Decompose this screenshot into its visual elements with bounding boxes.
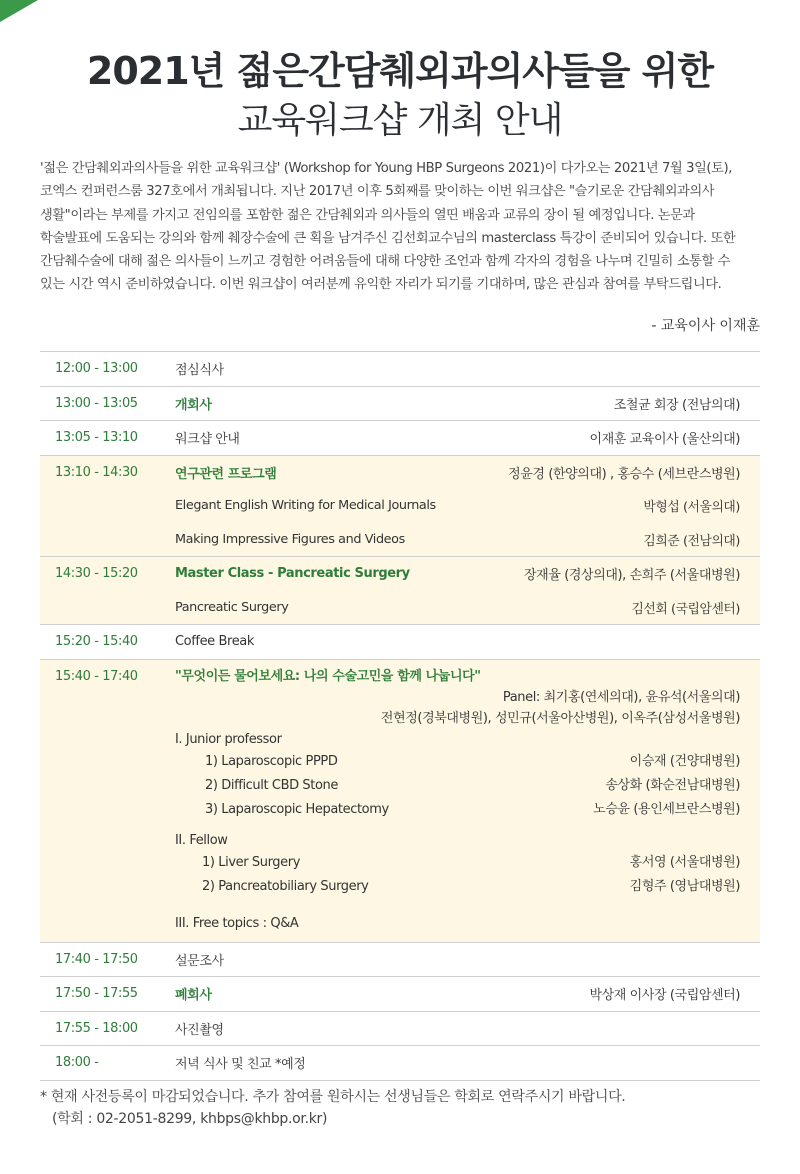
speaker: 장재율 (경상의대), 손희주 (서울대병원) [524, 568, 740, 584]
schedule-row [40, 1046, 760, 1081]
panel-line: Panel: 최기홍(연세의대), 윤유석(서울의대) [502, 689, 740, 705]
talk-title: Making Impressive Figures and Videos [175, 531, 405, 547]
talk-title: 1) Liver Surgery [202, 854, 300, 870]
page-subtitle: 교육워크샵 개최 안내 [237, 100, 563, 141]
schedule-row [40, 455, 760, 557]
intro-paragraph [40, 157, 762, 297]
talk-title: 2) Pancreatobiliary Surgery [202, 878, 369, 894]
schedule-row [40, 977, 760, 1012]
session-title: 설문조사 [175, 953, 224, 969]
talk-title: 3) Laparoscopic Hepatectomy [205, 801, 389, 817]
speaker: 이승재 (건양대병원) [629, 753, 740, 769]
session-title: "무엇이든 물어보세요: 나의 수술고민을 함께 나눕니다" [175, 668, 481, 684]
section-heading: III. Free topics : Q&A [175, 915, 299, 931]
time-cell: 17:40 - 17:50 [40, 942, 175, 977]
schedule-row [40, 421, 760, 456]
corner-decoration [0, 0, 38, 22]
time-cell: 18:00 - [40, 1046, 175, 1081]
section-heading: II. Fellow [175, 832, 228, 848]
session-title: 저녁 식사 및 친교 *예정 [175, 1057, 306, 1073]
session-title: 연구관련 프로그램 [175, 466, 277, 482]
speaker: 조철균 회장 (전남의대) [613, 397, 740, 413]
speaker: 김선회 (국립암센터) [631, 601, 740, 617]
session-title: 사진촬영 [175, 1022, 224, 1038]
contact-info: (학회 : 02-2051-8299, khbps@khbp.or.kr) [52, 1111, 328, 1127]
talk-title: 1) Laparoscopic PPPD [205, 753, 338, 769]
panel-line: 전현정(경북대병원), 성민규(서울아산병원), 이옥주(삼성서울병원) [380, 710, 740, 726]
talk-title: Elegant English Writing for Medical Journals [175, 498, 436, 514]
intro-line: '젊은 간담췌외과의사들을 위한 교육워크샵' (Workshop for Young HBP Surgeons 2021)이 다가오는 2021년 7월 3일(토), [40, 161, 733, 176]
schedule-row [40, 386, 760, 421]
signature: - 교육이사 이재훈 [651, 318, 760, 334]
session-title: 개회사 [175, 397, 212, 413]
intro-line: 간담췌수술에 대해 젊은 의사들이 느끼고 경험한 어려움들에 대해 다양한 조언과 함께 각자의 경험을 나누며 긴밀히 소통할 수 [40, 254, 730, 270]
speaker: 이재훈 교육이사 (울산의대) [589, 432, 740, 448]
time-cell: 15:20 - 15:40 [40, 625, 175, 660]
page-title: 2021년 젊은간담췌외과의사들을 위한 [86, 49, 714, 93]
schedule-row [40, 625, 760, 660]
speaker: 박형섭 (서울의대) [643, 500, 740, 516]
schedule-row [40, 942, 760, 977]
speaker: 정윤경 (한양의대) , 홍승수 (세브란스병원) [508, 466, 740, 482]
speaker: 김희준 (전남의대) [643, 533, 740, 549]
speaker: 홍서영 (서울대병원) [629, 854, 740, 870]
time-cell: 13:10 - 14:30 [40, 455, 175, 557]
footnote-line: * 현재 사전등록이 마감되었습니다. 추가 참여를 원하시는 선생님들은 학회로 연락주시기 바랍니다. [40, 1089, 626, 1105]
session-title: 폐회사 [175, 988, 212, 1004]
session-title: 워크샵 안내 [175, 432, 240, 448]
schedule-row [40, 659, 760, 942]
session-title: Master Class - Pancreatic Surgery [175, 566, 410, 582]
intro-line: 학술발표에 도움되는 강의와 함께 췌장수술에 큰 획을 남겨주신 김선회교수님의 masterclass 특강이 준비되어 있습니다. 또한 [40, 230, 736, 246]
speaker: 박상재 이사장 (국립암센터) [589, 988, 740, 1004]
time-cell: 13:00 - 13:05 [40, 386, 175, 421]
footnote [40, 1086, 625, 1130]
speaker: 노승윤 (용인세브란스병원) [593, 801, 740, 817]
time-cell: 13:05 - 13:10 [40, 421, 175, 456]
speaker: 송상화 (화순전남대병원) [605, 777, 740, 793]
schedule-table [40, 351, 760, 1081]
schedule-row [40, 1011, 760, 1046]
talk-title: 2) Difficult CBD Stone [205, 777, 338, 793]
session-title: Coffee Break [175, 634, 254, 650]
intro-line: 생활"이라는 부제를 가지고 전임의를 포함한 젊은 간담췌외과 의사들의 열띤 배움과 교류의 장이 될 예정입니다. 논문과 [40, 207, 695, 223]
session-title: 점심식사 [175, 363, 224, 379]
time-cell: 17:50 - 17:55 [40, 977, 175, 1012]
section-heading: I. Junior professor [175, 731, 282, 747]
intro-line: 코엑스 컨퍼런스룸 327호에서 개최됩니다. 지난 2017년 이후 5회째를 맞이하는 이번 워크샵은 "슬기로운 간담췌외과의사 [40, 184, 715, 200]
talk-title: Pancreatic Surgery [175, 599, 289, 615]
intro-line: 있는 시간 역시 준비하였습니다. 이번 워크샵이 여러분께 유익한 자리가 되기를 기대하며, 많은 관심과 참여를 부탁드립니다. [40, 277, 722, 293]
time-cell: 15:40 - 17:40 [40, 659, 175, 942]
schedule-row [40, 352, 760, 387]
schedule-row [40, 557, 760, 625]
time-cell: 14:30 - 15:20 [40, 557, 175, 625]
speaker: 김형주 (영남대병원) [629, 878, 740, 894]
time-cell: 12:00 - 13:00 [40, 352, 175, 387]
time-cell: 17:55 - 18:00 [40, 1011, 175, 1046]
